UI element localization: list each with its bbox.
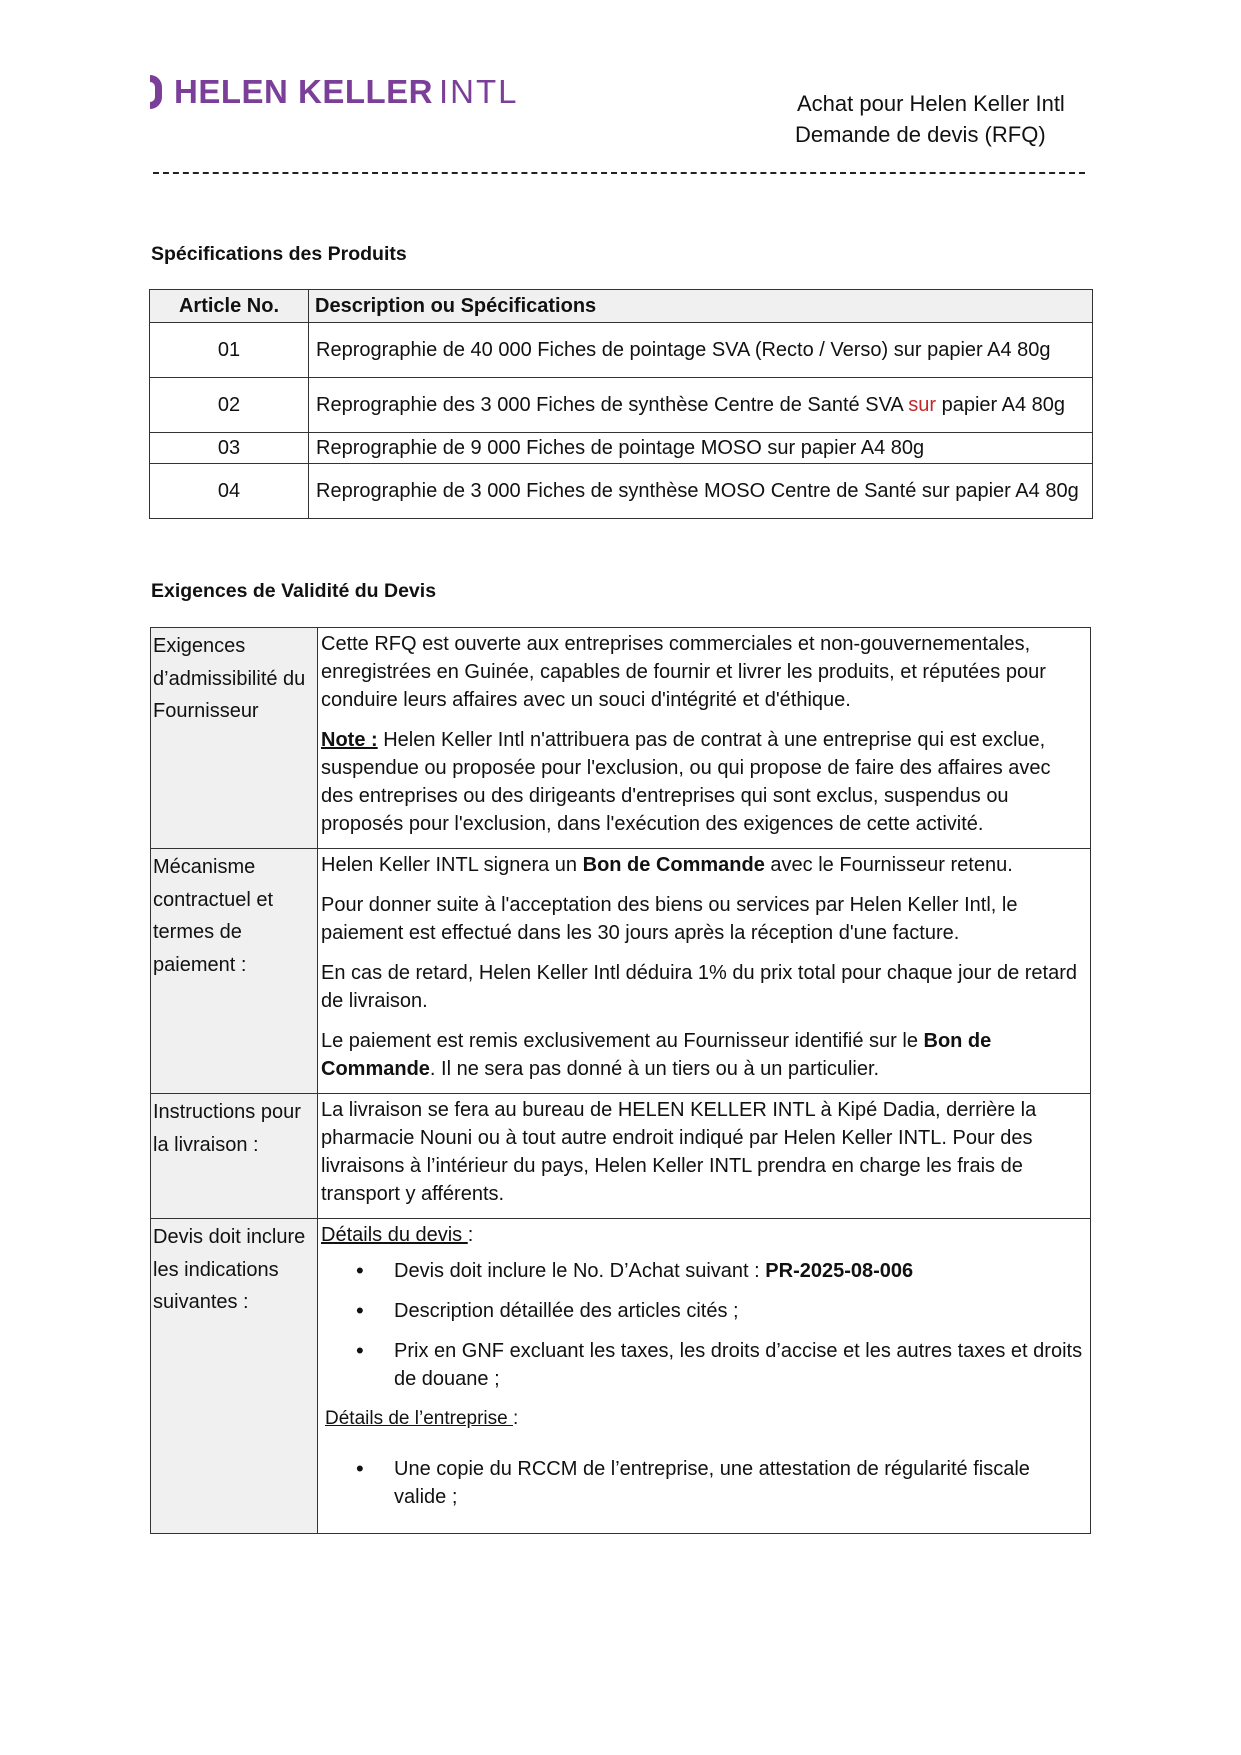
article-number: 03 (150, 433, 309, 464)
highlighted-word: sur (908, 394, 937, 416)
logo-suffix: INTL (439, 73, 519, 110)
header-divider (153, 172, 1085, 174)
contract-paragraph: Helen Keller INTL signera un Bon de Commande avec le Fournisseur retenu. (321, 854, 1013, 876)
table-row (150, 378, 1093, 433)
list-item: • Une copie du RCCM de l’entreprise, une attestation de régularité fiscale valide ; (394, 1455, 1087, 1511)
table-row (150, 323, 1093, 378)
article-number: 01 (150, 323, 309, 378)
contract-paragraph: Pour donner suite à l'acceptation des biens ou services par Helen Keller Intl, le paiement est effectué dans les 30 jours après la réception d'une facture. (321, 894, 1018, 944)
requirement-row-quote (151, 1219, 1091, 1534)
requirement-content (318, 849, 1091, 1094)
specs-section-title: Spécifications des Produits (151, 243, 407, 265)
article-number: 04 (150, 464, 309, 519)
table-header-row (150, 290, 1093, 323)
requirement-row-eligibility (151, 628, 1091, 849)
helen-keller-logo (150, 72, 519, 112)
requirement-label: Mécanisme contractuel et termes de paiement : (151, 849, 318, 1094)
company-details-heading: Détails de l’entreprise : (325, 1408, 519, 1429)
note-label: Note : (321, 729, 378, 751)
list-item: • Prix en GNF excluant les taxes, les droits d’accise et les autres taxes et droits de douane ; (394, 1337, 1087, 1393)
article-description: Reprographie de 3 000 Fiches de synthèse MOSO Centre de Santé sur papier A4 80g (309, 464, 1093, 519)
requirement-content (318, 628, 1091, 849)
eligibility-note: Note : Helen Keller Intl n'attribuera pas de contrat à une entreprise qui est exclue, suspendue ou proposée pour l'exclusion, ou qui propose de faire des affaires avec des entreprises ou des dirigeants d'entreprises qui sont exclus, suspendus ou proposés pour l'exclusion, dans l'exécution des exigences de cette activité. (321, 729, 1051, 835)
requirement-content (318, 1219, 1091, 1534)
purchase-number: PR-2025-08-006 (765, 1260, 914, 1282)
column-header-article: Article No. (150, 290, 309, 323)
article-description: Reprographie de 9 000 Fiches de pointage MOSO sur papier A4 80g (309, 433, 1093, 464)
product-specs-table (149, 289, 1093, 519)
list-item: • Devis doit inclure le No. D’Achat suivant : PR-2025-08-006 (394, 1257, 1087, 1285)
contract-paragraph: Le paiement est remis exclusivement au Fournisseur identifié sur le Bon de Commande. Il ne sera pas donné à un tiers ou à un particulier. (321, 1030, 992, 1080)
requirements-table (150, 627, 1091, 1534)
table-row (150, 464, 1093, 519)
requirement-row-delivery (151, 1094, 1091, 1219)
article-description: Reprographie de 40 000 Fiches de pointage SVA (Recto / Verso) sur papier A4 80g (309, 323, 1093, 378)
list-item: • Description détaillée des articles cités ; (394, 1297, 1087, 1325)
document-header (797, 88, 1065, 150)
requirement-label: Exigences d’admissibilité du Fournisseur (151, 628, 318, 849)
requirement-content (318, 1094, 1091, 1219)
article-number: 02 (150, 378, 309, 433)
quote-details-heading: Détails du devis : (321, 1224, 474, 1246)
column-header-description: Description ou Spécifications (309, 290, 1093, 323)
quote-details-list (321, 1257, 1087, 1393)
requirement-label: Instructions pour la livraison : (151, 1094, 318, 1219)
eligibility-text: Cette RFQ est ouverte aux entreprises commerciales et non-gouvernementales, enregistrées en Guinée, capables de fournir et livrer les produits, et réputées pour conduire leurs affaires avec un souci d'intégrité et d'éthique. (321, 633, 1046, 711)
requirement-row-contract (151, 849, 1091, 1094)
contract-paragraph: En cas de retard, Helen Keller Intl déduira 1% du prix total pour chaque jour de retard de livraison. (321, 962, 1077, 1012)
article-description: Reprographie des 3 000 Fiches de synthèse Centre de Santé SVA sur papier A4 80g (309, 378, 1093, 433)
requirements-section-title: Exigences de Validité du Devis (151, 580, 437, 602)
company-details-list (321, 1455, 1087, 1511)
logo-mark-icon (150, 75, 162, 109)
header-subtitle: Demande de devis (RFQ) (795, 122, 1046, 147)
logo-brand: HELEN KELLER (174, 73, 434, 110)
table-row (150, 433, 1093, 464)
requirement-label: Devis doit inclure les indications suivantes : (151, 1219, 318, 1534)
delivery-text: La livraison se fera au bureau de HELEN KELLER INTL à Kipé Dadia, derrière la pharmacie Nouni ou à tout autre endroit indiqué par Helen Keller INTL. Pour des livraisons à l’intérieur du pays, Helen Keller INTL prendra en charge les frais de transport y afférents. (321, 1099, 1037, 1205)
header-title: Achat pour Helen Keller Intl (797, 91, 1065, 116)
